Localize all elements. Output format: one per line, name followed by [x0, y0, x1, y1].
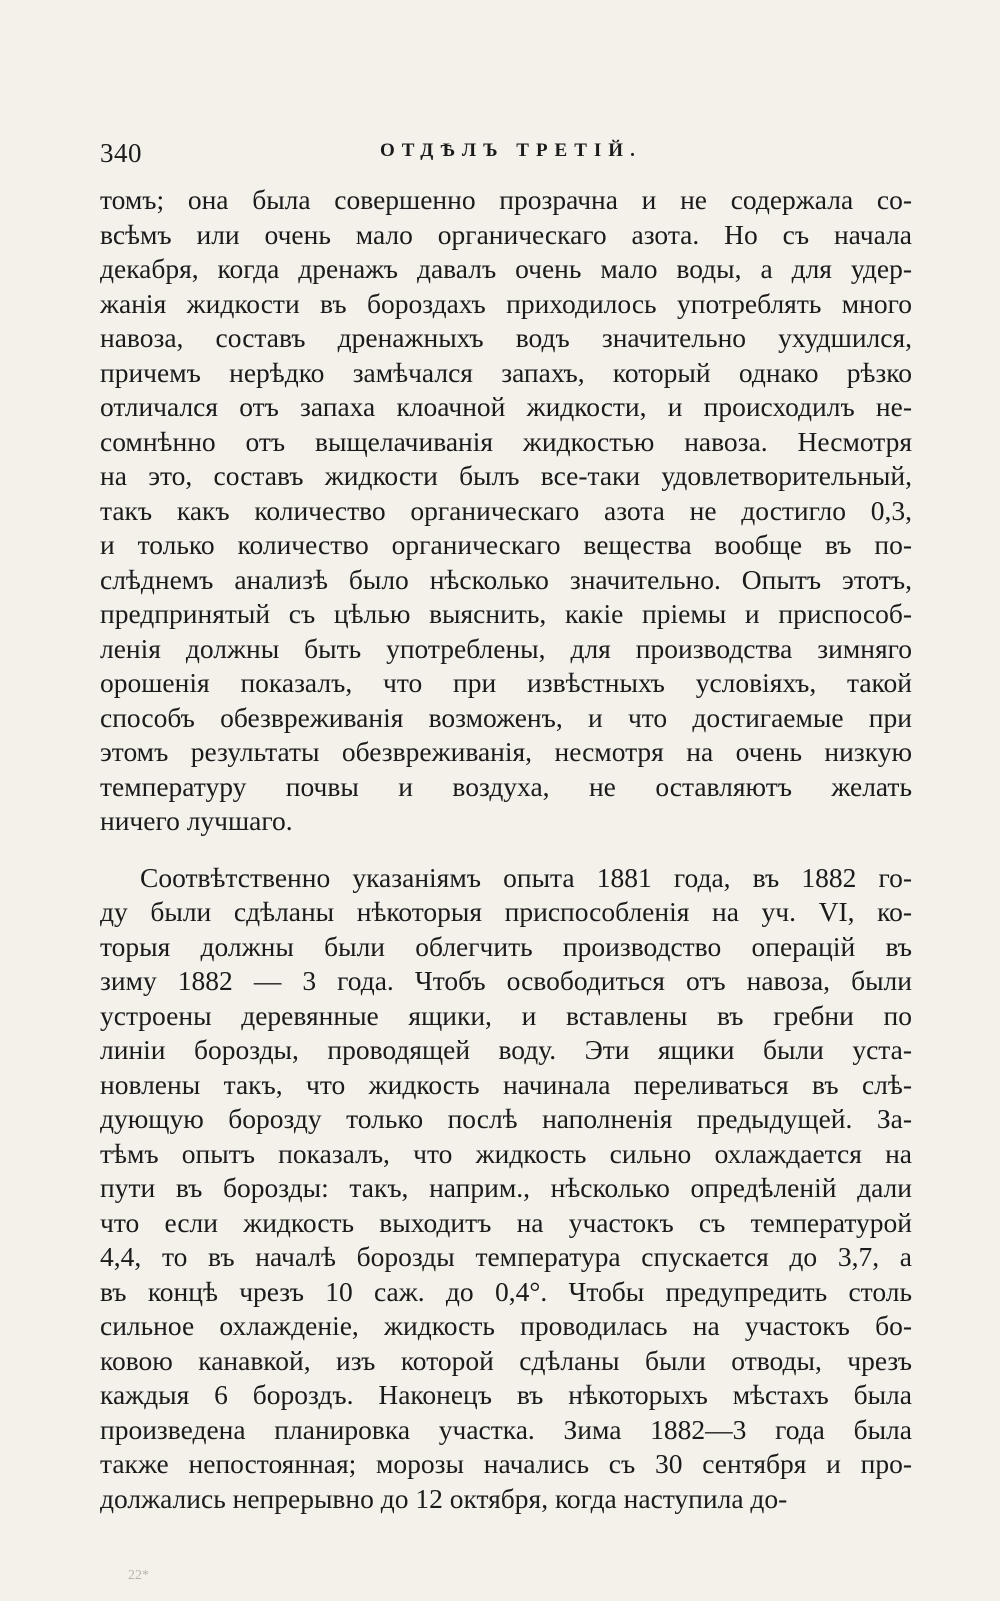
paragraph-gap: [100, 839, 912, 861]
text-line: должались непрерывно до 12 октября, когда наступила до-: [100, 1482, 788, 1514]
text-line: въ концѣ чрезъ 10 саж. до 0,4°. Чтобы предупредить столь: [100, 1275, 912, 1307]
text-line: предпринятый съ цѣлью выяснить, какіе пріемы и приспособ-: [100, 598, 912, 629]
text-line: ленія должны быть употреблены, для производства зимняго: [100, 632, 912, 664]
text-line: дующую борозду только послѣ наполненія предыдущей. За-: [100, 1103, 912, 1134]
paragraph: [100, 183, 912, 839]
text-line: сильное охлажденіе, жидкость проводилась на участокъ бо-: [100, 1310, 912, 1341]
text-line: новлены такъ, что жидкость начинала переливаться въ слѣ-: [100, 1068, 912, 1100]
text-line: и только количество органическаго вещества вообще въ по-: [100, 529, 912, 560]
text-line: сомнѣнно отъ выщелачиванія жидкостью навоза. Несмотря: [100, 425, 912, 457]
page-number: 340: [100, 138, 142, 168]
text-line: на это, составъ жидкости былъ все-таки удовлетворительный,: [100, 460, 912, 491]
text-line: линіи борозды, проводящей воду. Эти ящики были уста-: [100, 1034, 912, 1065]
text-line: такъ какъ количество органическаго азота не достигло 0,3,: [100, 494, 912, 526]
text-line: тѣмъ опытъ показалъ, что жидкость сильно охлаждается на: [100, 1137, 912, 1169]
text-line: 4,4, то въ началѣ борозды температура спускается до 3,7, а: [100, 1241, 912, 1272]
text-line: декабря, когда дренажъ давалъ очень мало воды, а для удер-: [100, 253, 912, 284]
text-line: жанія жидкости въ бороздахъ приходилось употреблять много: [100, 287, 912, 319]
text-line: слѣднемъ анализѣ было нѣсколько значительно. Опытъ этотъ,: [100, 563, 912, 595]
body-text: [100, 183, 912, 1516]
text-line: орошенія показалъ, что при извѣстныхъ условіяхъ, такой: [100, 667, 912, 698]
text-line: температуру почвы и воздуха, не оставляютъ желать: [100, 770, 912, 802]
text-line: торыя должны были облегчить производство операцій въ: [100, 930, 912, 962]
text-line: произведена планировка участка. Зима 1882—3 года была: [100, 1413, 912, 1445]
running-head: ОТДѢЛЪ ТРЕТІЙ.: [380, 140, 642, 161]
text-line: каждыя 6 бороздъ. Наконецъ въ нѣкоторыхъ мѣстахъ была: [100, 1379, 912, 1410]
text-line: томъ; она была совершенно прозрачна и не содержала со-: [100, 184, 912, 215]
text-line: Соотвѣтственно указаніямъ опыта 1881 года, въ 1882 го-: [140, 861, 912, 893]
text-line: этомъ результаты обезвреживанія, несмотря на очень низкую: [100, 736, 912, 767]
text-line: ничего лучшаго.: [100, 805, 293, 836]
text-line: зиму 1882 — 3 года. Чтобъ освободиться отъ навоза, были: [100, 965, 912, 996]
text-line: устроены деревянные ящики, и вставлены въ гребни по: [100, 999, 912, 1031]
text-line: что если жидкость выходитъ на участокъ съ температурой: [100, 1206, 912, 1238]
text-line: пути въ борозды: такъ, наприм., нѣсколько опредѣленій дали: [100, 1172, 912, 1203]
text-line: ду были сдѣланы нѣкоторыя приспособленія на уч. VI, ко-: [100, 896, 912, 927]
text-line: способъ обезвреживанія возможенъ, и что достигаемые при: [100, 701, 912, 733]
text-line: всѣмъ или очень мало органическаго азота. Но съ начала: [100, 218, 912, 250]
text-line: также непостоянная; морозы начались съ 30 сентября и про-: [100, 1448, 912, 1479]
text-line: отличался отъ запаха клоачной жидкости, и происходилъ не-: [100, 391, 912, 422]
text-line: причемъ нерѣдко замѣчался запахъ, который однако рѣзко: [100, 356, 912, 388]
page-header: [100, 138, 910, 178]
text-line: ковою канавкой, изъ которой сдѣланы были отводы, чрезъ: [100, 1344, 912, 1376]
signature-mark: 22*: [128, 1568, 149, 1583]
paragraph: [100, 861, 912, 1517]
text-line: навоза, составъ дренажныхъ водъ значительно ухудшился,: [100, 322, 912, 353]
